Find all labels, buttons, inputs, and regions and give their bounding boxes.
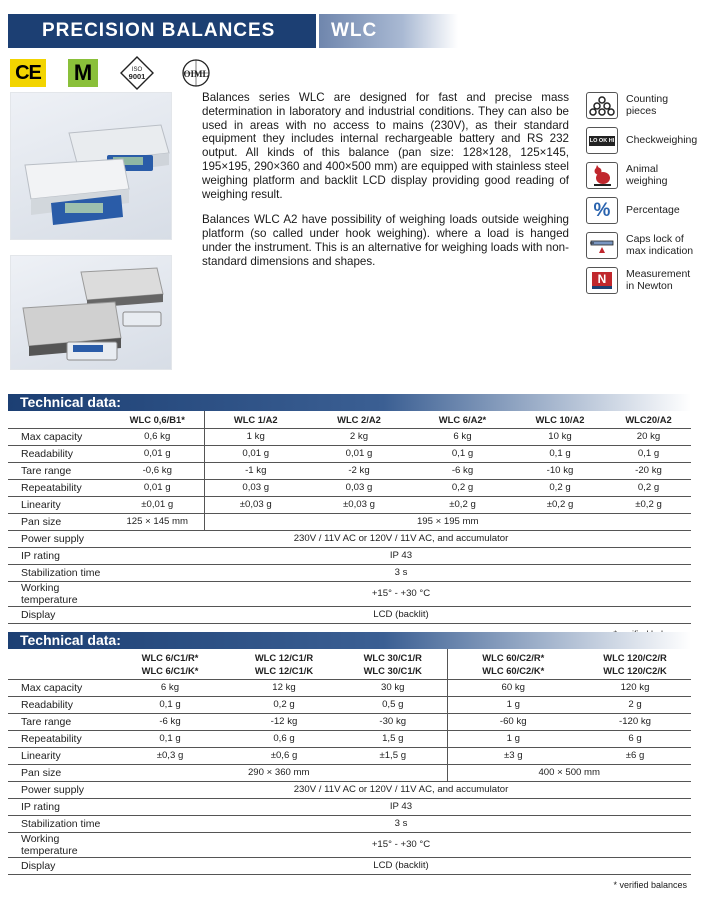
table-row bbox=[8, 581, 691, 606]
table-cell: IP 43 bbox=[111, 798, 691, 815]
model-variant-r: WLC 120/C2/R bbox=[603, 651, 667, 663]
model-variant-r: WLC 6/C1/R* bbox=[141, 651, 199, 663]
model-header bbox=[229, 649, 339, 679]
model-variant-k: WLC 6/C1/K* bbox=[141, 664, 199, 676]
table-cell: -6 kg bbox=[411, 462, 514, 479]
counting-pieces-icon bbox=[586, 92, 618, 119]
table-cell: ±0,2 g bbox=[514, 496, 606, 513]
certification-logos bbox=[10, 56, 216, 90]
iso-logo-line1: ISO bbox=[131, 67, 143, 73]
table-cell: 0,03 g bbox=[204, 479, 307, 496]
table-row bbox=[8, 547, 691, 564]
table-cell: 0,2 g bbox=[514, 479, 606, 496]
footnote-text: verified balances bbox=[616, 879, 687, 890]
table-cell: 290 × 360 mm bbox=[111, 764, 447, 781]
iso-9001-logo bbox=[120, 56, 154, 90]
page-title: PRECISION BALANCES bbox=[8, 14, 316, 48]
table-cell: 3 s bbox=[111, 564, 691, 581]
table-row bbox=[8, 462, 691, 479]
feature-list bbox=[586, 92, 698, 302]
table-cell: 0,03 g bbox=[307, 479, 411, 496]
platform-balance-illustration-icon bbox=[11, 256, 173, 371]
row-label: Max capacity bbox=[8, 428, 111, 445]
table-cell: -1 kg bbox=[204, 462, 307, 479]
table-cell: LCD (backlit) bbox=[111, 606, 691, 623]
table-cell: 6 kg bbox=[111, 679, 229, 696]
table-cell: -2 kg bbox=[307, 462, 411, 479]
feature-label: Checkweighing bbox=[626, 133, 698, 146]
table-cell: 125 × 145 mm bbox=[111, 513, 204, 530]
animal-weighing-icon bbox=[586, 162, 618, 189]
table-row bbox=[8, 696, 691, 713]
footnote-star: * bbox=[613, 879, 617, 890]
technical-data-table-2 bbox=[8, 632, 691, 890]
table-cell: ±0,01 g bbox=[111, 496, 204, 513]
row-label: Pan size bbox=[8, 513, 111, 530]
feature-label: Counting pieces bbox=[626, 93, 669, 117]
ce-mark-logo: CE bbox=[10, 59, 46, 87]
table-cell: 1 kg bbox=[204, 428, 307, 445]
row-label: Working temperature bbox=[8, 832, 111, 857]
table-cell: -0,6 kg bbox=[111, 462, 204, 479]
newton-icon-text: N bbox=[592, 272, 613, 289]
table-cell: 0,1 g bbox=[606, 445, 691, 462]
table-row bbox=[8, 764, 691, 781]
table-cell: 0,01 g bbox=[111, 479, 204, 496]
table-row bbox=[8, 606, 691, 623]
footnote bbox=[8, 880, 691, 890]
table-cell: 195 × 195 mm bbox=[204, 513, 691, 530]
model-variant-r: WLC 12/C1/R bbox=[254, 651, 314, 663]
oiml-logo bbox=[176, 58, 216, 88]
table-cell: ±0,2 g bbox=[606, 496, 691, 513]
table-cell: -6 kg bbox=[111, 713, 229, 730]
intro-description bbox=[202, 91, 569, 269]
table-heading: Technical data: bbox=[8, 394, 691, 411]
page-header bbox=[8, 14, 458, 48]
feature-caps-lock bbox=[586, 232, 698, 259]
table-row bbox=[8, 832, 691, 857]
table-cell: -10 kg bbox=[514, 462, 606, 479]
table-row bbox=[8, 428, 691, 445]
model-header: WLC20/A2 bbox=[606, 411, 691, 428]
table-cell: 0,1 g bbox=[411, 445, 514, 462]
intro-paragraph-1: Balances series WLC are designed for fast and precise mass determination in laboratory and industrial conditions. They can also be used in areas with no access to mains (230V), as their standard equipment they includes internal rechargeable battery and RS 232 output. All kinds of this balance (pan size: 128×128, 125×145, 195×195, 290×360 and 400×500 mm) are equipped with stainless steel weighing platform and backlit LCD display providing good reading of weighing result. bbox=[202, 91, 569, 201]
table-row bbox=[8, 513, 691, 530]
model-header bbox=[111, 649, 229, 679]
table-cell: -60 kg bbox=[447, 713, 579, 730]
table-cell: 0,2 g bbox=[229, 696, 339, 713]
table-cell: 230V / 11V AC or 120V / 11V AC, and accumulator bbox=[111, 530, 691, 547]
caps-lock-max-indication-icon bbox=[586, 232, 618, 259]
table-cell: -30 kg bbox=[339, 713, 447, 730]
model-variant-k: WLC 30/C1/K bbox=[363, 664, 422, 676]
checkweighing-icon bbox=[586, 127, 618, 154]
table-cell: 1,5 g bbox=[339, 730, 447, 747]
table-cell: 230V / 11V AC or 120V / 11V AC, and accumulator bbox=[111, 781, 691, 798]
table-cell: 0,01 g bbox=[204, 445, 307, 462]
table-cell: 2 g bbox=[579, 696, 691, 713]
table-row bbox=[8, 445, 691, 462]
measurement-newton-icon bbox=[586, 267, 618, 294]
feature-newton bbox=[586, 267, 698, 294]
table-row bbox=[8, 815, 691, 832]
table-cell: IP 43 bbox=[111, 547, 691, 564]
table-row bbox=[8, 564, 691, 581]
table-cell: 0,1 g bbox=[514, 445, 606, 462]
model-variant-k: WLC 60/C2/K* bbox=[482, 664, 545, 676]
model-header bbox=[579, 649, 691, 679]
table-header-row bbox=[8, 411, 691, 428]
model-variant-r: WLC 60/C2/R* bbox=[482, 651, 545, 663]
product-photo-wlc-a2 bbox=[10, 92, 172, 240]
table-cell: 0,6 g bbox=[229, 730, 339, 747]
model-header bbox=[339, 649, 447, 679]
feature-checkweighing bbox=[586, 127, 698, 154]
table-header-row bbox=[8, 649, 691, 679]
table-cell: ±0,03 g bbox=[204, 496, 307, 513]
spec-table bbox=[8, 649, 691, 875]
feature-label: Percentage bbox=[626, 203, 680, 216]
model-variant-k: WLC 12/C1/K bbox=[254, 664, 314, 676]
feature-label: Animal weighing bbox=[626, 163, 668, 187]
row-label: Tare range bbox=[8, 462, 111, 479]
model-variant-k: WLC 120/C2/K bbox=[603, 664, 667, 676]
table-cell: +15° - +30 °C bbox=[111, 832, 691, 857]
feature-counting-pieces bbox=[586, 92, 698, 119]
table-row bbox=[8, 679, 691, 696]
table-cell: 60 kg bbox=[447, 679, 579, 696]
table-cell: LCD (backlit) bbox=[111, 857, 691, 874]
table-row bbox=[8, 747, 691, 764]
table-cell: 1 g bbox=[447, 730, 579, 747]
row-label: Stabilization time bbox=[8, 564, 111, 581]
oiml-logo-text: OIML bbox=[183, 69, 209, 79]
model-header: WLC 10/A2 bbox=[514, 411, 606, 428]
table-cell: 30 kg bbox=[339, 679, 447, 696]
table-cell: 2 kg bbox=[307, 428, 411, 445]
row-label: Power supply bbox=[8, 530, 111, 547]
model-header bbox=[447, 649, 579, 679]
row-label: Display bbox=[8, 606, 111, 623]
row-label: Repeatability bbox=[8, 730, 111, 747]
table-cell: 20 kg bbox=[606, 428, 691, 445]
percentage-icon bbox=[586, 197, 618, 224]
table-cell: 10 kg bbox=[514, 428, 606, 445]
table-cell: ±0,2 g bbox=[411, 496, 514, 513]
table-cell: ±6 g bbox=[579, 747, 691, 764]
row-label: Tare range bbox=[8, 713, 111, 730]
table-cell: 1 g bbox=[447, 696, 579, 713]
table-cell: ±0,3 g bbox=[111, 747, 229, 764]
table-cell: ±3 g bbox=[447, 747, 579, 764]
metrology-m-logo: M bbox=[68, 59, 98, 87]
spec-table bbox=[8, 411, 691, 624]
table-row bbox=[8, 713, 691, 730]
table-cell: 400 × 500 mm bbox=[447, 764, 691, 781]
percentage-icon-text: % bbox=[593, 199, 611, 221]
row-label: Working temperature bbox=[8, 581, 111, 606]
table-cell: 0,2 g bbox=[411, 479, 514, 496]
row-label: Max capacity bbox=[8, 679, 111, 696]
checkweighing-icon-text: LO OK HI bbox=[589, 137, 615, 144]
table-cell: 120 kg bbox=[579, 679, 691, 696]
table-cell: 0,2 g bbox=[606, 479, 691, 496]
table-row bbox=[8, 530, 691, 547]
balance-illustration-icon bbox=[11, 93, 173, 241]
table-row bbox=[8, 781, 691, 798]
table-cell: 6 g bbox=[579, 730, 691, 747]
feature-label: Measurement in Newton bbox=[626, 268, 691, 292]
feature-label: Caps lock of max indication bbox=[626, 233, 694, 257]
technical-data-table-1 bbox=[8, 394, 691, 639]
iso-logo-line2: 9001 bbox=[128, 72, 146, 81]
row-label: Linearity bbox=[8, 496, 111, 513]
row-label: Readability bbox=[8, 696, 111, 713]
row-label: Power supply bbox=[8, 781, 111, 798]
row-label: Stabilization time bbox=[8, 815, 111, 832]
row-label: Linearity bbox=[8, 747, 111, 764]
table-cell: 6 kg bbox=[411, 428, 514, 445]
feature-percentage bbox=[586, 197, 698, 224]
table-row bbox=[8, 857, 691, 874]
feature-animal-weighing bbox=[586, 162, 698, 189]
table-cell: 0,1 g bbox=[111, 730, 229, 747]
table-heading: Technical data: bbox=[8, 632, 691, 649]
table-cell: 0,01 g bbox=[307, 445, 411, 462]
table-cell: +15° - +30 °C bbox=[111, 581, 691, 606]
row-label: IP rating bbox=[8, 547, 111, 564]
row-label: Readability bbox=[8, 445, 111, 462]
model-header: WLC 2/A2 bbox=[307, 411, 411, 428]
intro-paragraph-2: Balances WLC A2 have possibility of weighing loads outside weighing platform (so called under hook weighing). where a load is hanged under the instrument. This is an alternative for weighing loads with non-standard dimensions and shapes. bbox=[202, 213, 569, 268]
series-title: WLC bbox=[319, 14, 458, 48]
table-row bbox=[8, 798, 691, 815]
table-cell: 0,6 kg bbox=[111, 428, 204, 445]
table-cell: ±0,6 g bbox=[229, 747, 339, 764]
table-cell: 12 kg bbox=[229, 679, 339, 696]
table-row bbox=[8, 496, 691, 513]
table-cell: ±0,03 g bbox=[307, 496, 411, 513]
model-header: WLC 0,6/B1* bbox=[111, 411, 204, 428]
table-cell: ±1,5 g bbox=[339, 747, 447, 764]
row-label: Repeatability bbox=[8, 479, 111, 496]
row-label: IP rating bbox=[8, 798, 111, 815]
table-cell: 3 s bbox=[111, 815, 691, 832]
model-header: WLC 1/A2 bbox=[204, 411, 307, 428]
row-label: Display bbox=[8, 857, 111, 874]
table-cell: -12 kg bbox=[229, 713, 339, 730]
table-row bbox=[8, 730, 691, 747]
model-variant-r: WLC 30/C1/R bbox=[363, 651, 422, 663]
table-cell: 0,01 g bbox=[111, 445, 204, 462]
table-cell: 0,1 g bbox=[111, 696, 229, 713]
table-row bbox=[8, 479, 691, 496]
table-cell: -20 kg bbox=[606, 462, 691, 479]
model-header: WLC 6/A2* bbox=[411, 411, 514, 428]
table-cell: 0,5 g bbox=[339, 696, 447, 713]
product-photo-wlc-c bbox=[10, 255, 172, 370]
row-label: Pan size bbox=[8, 764, 111, 781]
table-cell: -120 kg bbox=[579, 713, 691, 730]
